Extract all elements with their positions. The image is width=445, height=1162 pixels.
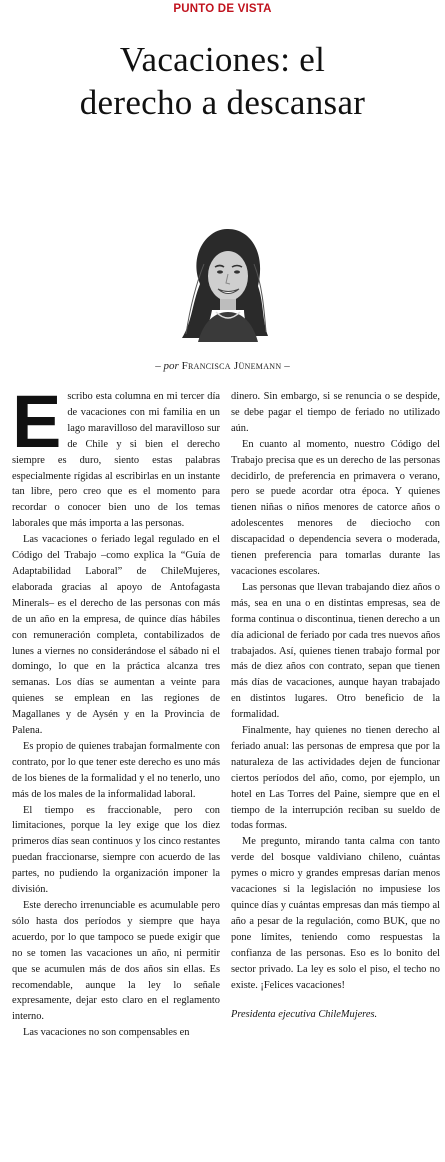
paragraph-2: Las vacaciones o feriado legal regulado en el Código del Trabajo –como explica la “Guía de Adaptabilidad Laboral” de ChileMujeres, elaborada gracias al apoyo de Antofagasta Minerals– es el derecho de las personas con más de un año en la empresa, de quince días hábiles con remuneración completa, contabilizados de lunes a viernes no considerándose el sábado ni el domingo, lo que en la práctica alcanza tres semanas. Los días se aumentan a veinte para quienes se emplean en las regiones de Magallanes y de Aysén y en la Provincia de Palena.: [12, 534, 220, 737]
paragraph-1-text: scribo esta columna en mi tercer día de vacaciones con mi familia en un lago maravilloso del maravilloso sur de Chile y si bien el derecho siempre es duro, siento estas palabras especialmente rígidas al escribirlas en un instante tan libre, pero creo que es el momento para recordar o conocer bien uno de los temas laborales que más importa a las personas.: [12, 391, 220, 530]
paragraph-8: Las personas que llevan trabajando diez años o más, sea en una o en distintas empresas, sea de forma continua o discontinua, tienen derecho a un día adicional de feriado por cada tres nuevos años trabajados. Así, quienes tienen trabajo formal por más de diez años con contrato, sepan que tienen más días de vacaciones, aunque hayan trabajado en distintos lugares. Otro beneficio de la formalidad.: [231, 581, 440, 721]
paragraph-1: [12, 380, 220, 532]
paragraph-3: Es propio de quienes trabajan formalmente con contrato, por lo que tener este derecho es uno más de los bienes de la formalidad y el no tenerlo, uno más de los males de la informalidad laboral.: [12, 740, 220, 800]
paragraph-6-end: dinero. Sin embargo, si se renuncia o se despide, se debe pagar el tiempo de feriado no utilizado aún.: [231, 391, 440, 434]
headline-line-1: Vacaciones: el: [119, 40, 326, 79]
paragraph-5: Este derecho irrenunciable es acumulable pero sólo hasta dos períodos y siempre que haya acuerdo, por lo que tampoco se puede exigir que no se tomen las vacaciones un año, ni permitir que se acumulen más de dos años sin ellas. Es recomendable, aunque la ley lo señale expresamente, dejar esto claro en el reglamento interno.: [12, 900, 220, 1023]
paragraph-7: En cuanto al momento, nuestro Código del Trabajo precisa que es un derecho de las personas decidirlo, de preferencia en primavera o verano, pero se puede acordar otra época. Y quienes tienen niñas o niños menores de catorce años o adolescentes menores de dieciocho con discapacidad o dependencia severa o moderada, tienen preferencia para tomarlas durante las vacaciones escolares.: [231, 438, 440, 577]
section-label: PUNTO DE VISTA: [173, 3, 272, 15]
byline-prefix: – por: [155, 360, 179, 372]
headline-line-2: derecho a descansar: [79, 83, 366, 122]
author-portrait: [178, 224, 274, 342]
paragraph-4: El tiempo es fraccionable, pero con limitaciones, porque la ley exige que los diez primeros días sean continuos y los cinco restantes puedan fraccionarse, siempre con acuerdo de las partes, no pudiendo la organización imponer la división.: [12, 804, 220, 896]
drop-cap: E: [12, 380, 62, 463]
article-column-left: [12, 380, 220, 1041]
paragraph-9: Finalmente, hay quienes no tienen derecho al feriado anual: las personas de empresa que por la naturaleza de las actividades dejen de funcionar ciertos períodos del año, como, por ejemplo, un hotel en Las Torres del Paine, siempre que en el tiempo de la interrupción reciban su sueldo de todas formas.: [231, 725, 440, 832]
author-signature: Presidenta ejecutiva ChileMujeres.: [231, 1009, 378, 1021]
byline: [0, 360, 445, 372]
author-name: Francisca Jünemann: [181, 360, 282, 372]
article-column-right: [231, 389, 440, 1023]
paragraph-6-start: Las vacaciones no son compensables en: [23, 1027, 190, 1039]
paragraph-10: Me pregunto, mirando tanta calma con tanto verde del bosque valdiviano chileno, cuántas pymes o micro y grandes empresas darían menos vacaciones si la legislación no impusiese los quince días y cuántas empresas dan más tiempo al año a pesar de la regulación, como BUK, que no pone límites, teniendo como respuestas la confianza de las personas. Eso es lo bonito del sector privado. La ley es solo el piso, el techo no existe. ¡Felices vacaciones!: [231, 836, 440, 991]
byline-suffix: –: [284, 360, 290, 372]
headline: [0, 38, 445, 124]
